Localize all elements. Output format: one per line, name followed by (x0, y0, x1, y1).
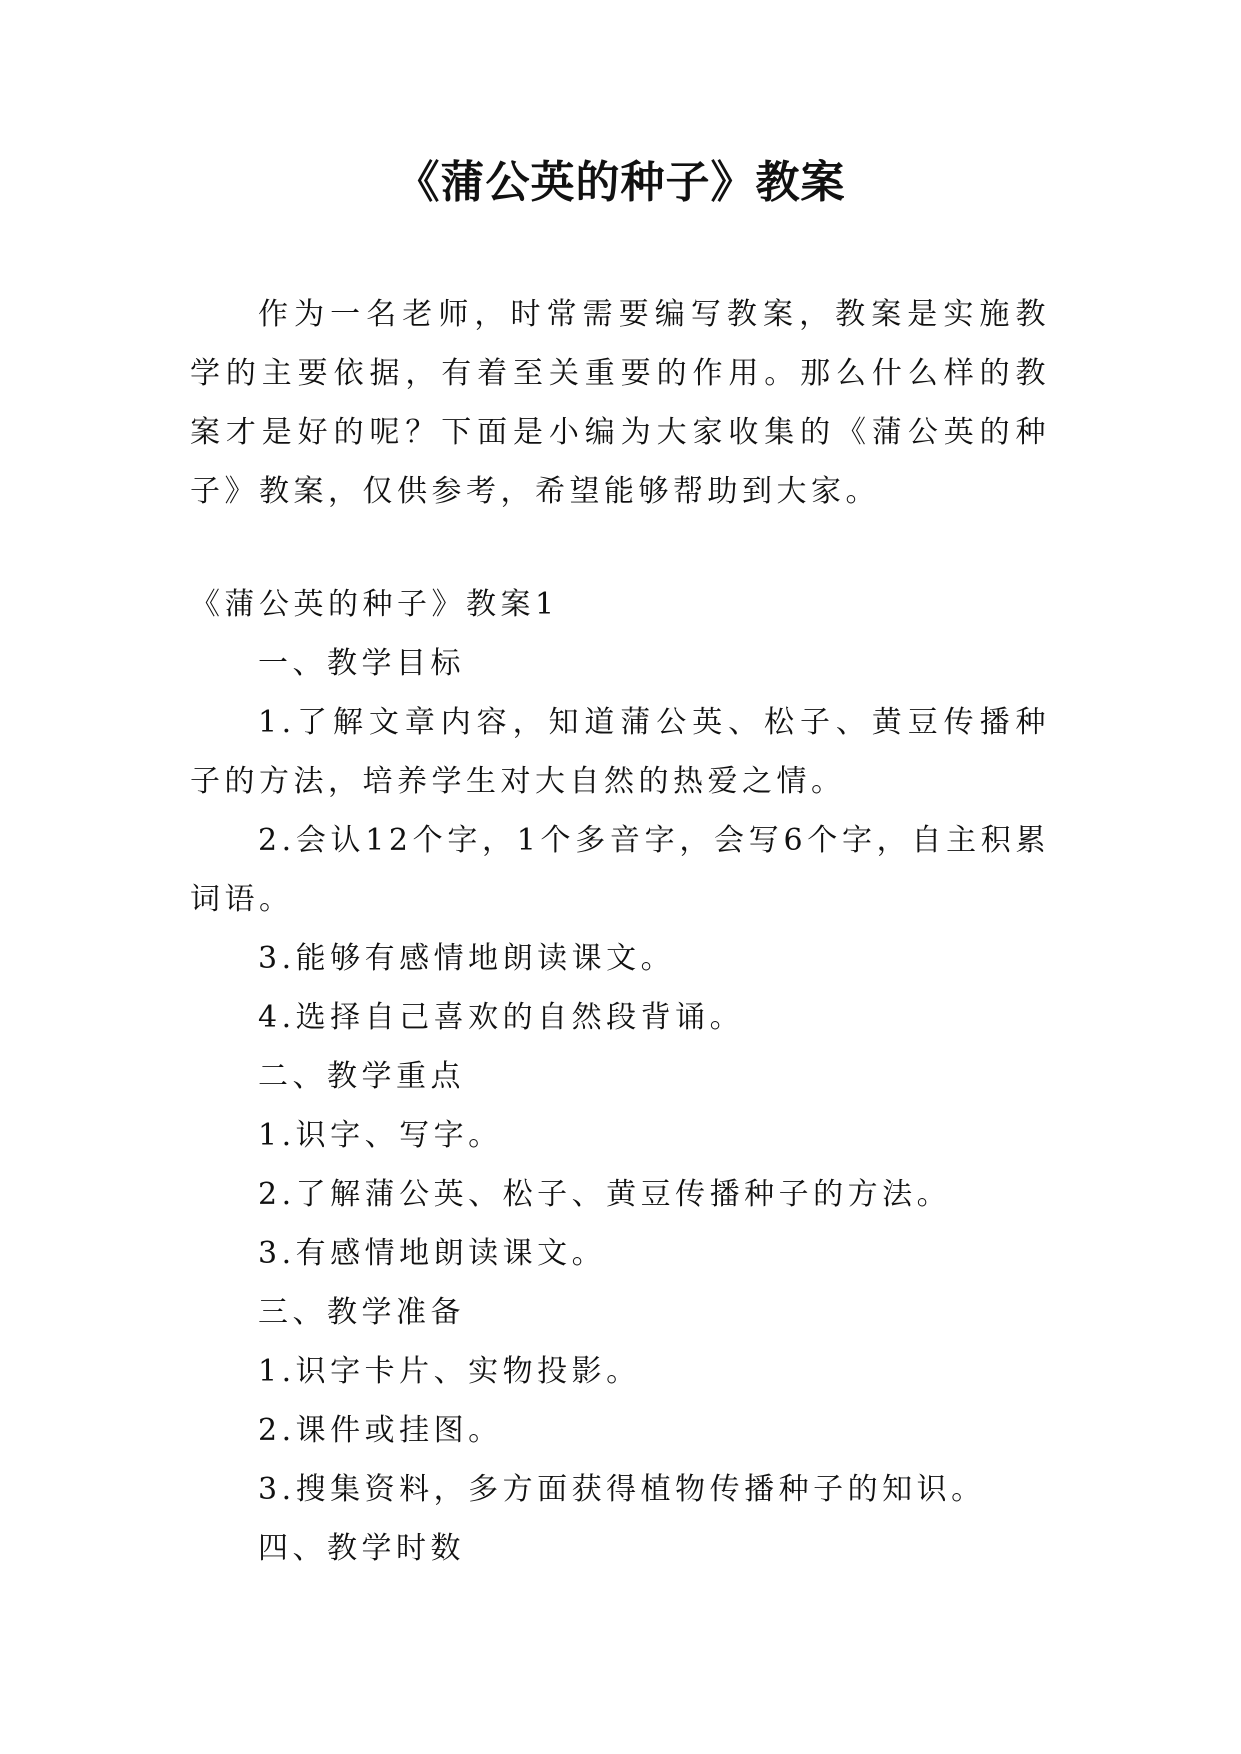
preparation-item: 1.识字卡片、实物投影。 (258, 1354, 641, 1389)
key-point-item: 2.了解蒲公英、松子、黄豆传播种子的方法。 (258, 1177, 952, 1212)
objective-item: 1.了解文章内容，知道蒲公英、松子、黄豆传播种子的方法，培养学生对大自然的热爱之情。 (190, 705, 1050, 799)
objective-item: 3.能够有感情地朗读课文。 (258, 941, 676, 976)
intro-paragraph: 作为一名老师，时常需要编写教案，教案是实施教学的主要依据，有着至关重要的作用。那么什么样的教案才是好的呢？下面是小编为大家收集的《蒲公英的种子》教案，仅供参考，希望能够帮助到大家。 (190, 297, 1050, 509)
lesson-plan-subtitle: 《蒲公英的种子》教案1 (190, 587, 559, 622)
lesson-plan-body (190, 575, 1050, 1578)
section-heading-preparation: 三、教学准备 (258, 1295, 465, 1330)
objective-item: 2.会认12个字，1个多音字，会写6个字，自主积累词语。 (190, 823, 1050, 917)
section-heading-teaching-hours: 四、教学时数 (258, 1531, 465, 1566)
preparation-item: 3.搜集资料，多方面获得植物传播种子的知识。 (258, 1472, 986, 1507)
section-heading-key-points: 二、教学重点 (258, 1059, 465, 1094)
key-point-item: 3.有感情地朗读课文。 (258, 1236, 607, 1271)
key-point-item: 1.识字、写字。 (258, 1118, 503, 1153)
document-title: 《蒲公英的种子》教案 (395, 157, 846, 208)
section-heading-objectives: 一、教学目标 (258, 646, 465, 681)
preparation-item: 2.课件或挂图。 (258, 1413, 503, 1448)
objective-item: 4.选择自己喜欢的自然段背诵。 (258, 1000, 745, 1035)
